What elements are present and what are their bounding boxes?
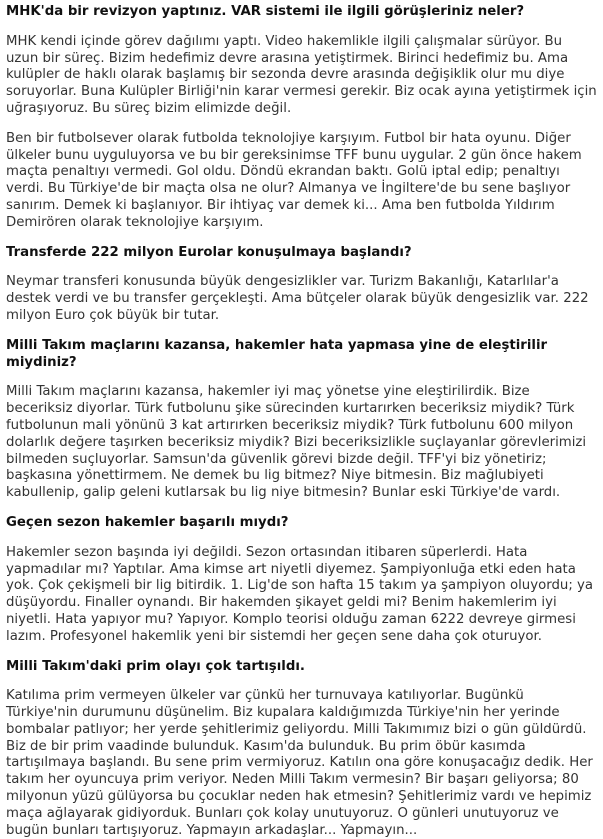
- question-heading: Transferde 222 milyon Eurolar konuşulmaya başlandı?: [6, 244, 412, 260]
- answer-paragraph: Milli Takım maçlarını kazansa, hakemler iyi maç yönetse yine eleştirilirdik. Bize beceriksiz diyorlar. Türk futbolunu şike sürecinden kurtarırken beceriksiz miydik? Türk futbolunun mali yönünü 3 kat artırırken beceriksiz miydik? Türk futbolunu 600 milyon dolarlık değere taşırken beceriksiz miydik? Bizi beceriksizlikle suçlayanlar görevlerimizi bilmeden suçluyorlar. Samsun'da güvenlik görevi bizde değil. TFF'yi biz yönetiriz; başkasına yönettirmem. Ne demek bu lig bitmez? Niye bitmesin. Biz mağlubiyeti kabullenip, galip geleni kutlarsak bu lig niye bitmesin? Bunlar eski Türkiye'de vardı.: [6, 384, 587, 501]
- question-heading: Milli Takım'daki prim olayı çok tartışıldı.: [6, 658, 305, 674]
- answer-paragraph: Neymar transferi konusunda büyük dengesizlikler var. Turizm Bakanlığı, Katarlılar'a destek verdi ve bu transfer gerçekleşti. Ama bütçeler olarak büyük dengesizlik var. 222 milyon Euro çok büyük bir tutar.: [6, 274, 589, 323]
- question-heading: MHK'da bir revizyon yaptınız. VAR sistemi ile ilgili görüşleriniz neler?: [6, 4, 525, 19]
- answer-paragraph: Hakemler sezon başında iyi değildi. Sezon ortasından itibaren süperlerdi. Hata yapmadılar mı? Yaptılar. Ama kimse art niyetli diyemez. Şampiyonluğa etki eden hata yok. Çok çekişmeli bir lig bitirdik. 1. Lig'de son hafta 15 takım ya şampiyon oluyordu; ya düşüyordu. Finaller oynandı. Bir hakemden şikayet geldi mi? Benim hakemlerim iyi niyetli. Hata yapıyor mu? Yapıyor. Komplo teorisi olduğu zaman 6222 devreye girmesi lazım. Profesyonel hakemlik yeni bir sistemdi her geçen sene daha çok oturuyor.: [6, 544, 594, 644]
- question-heading: Geçen sezon hakemler başarılı mıydı?: [6, 514, 289, 530]
- answer-paragraph: Ben bir futbolsever olarak futbolda teknolojiye karşıyım. Futbol bir hata oyunu. Diğer ülkeler bunu uyguluyorsa ve bu bir gereksinimse TFF bunu uygular. 2 gün önce hakem maçta penaltıyı vermedi. Gol oldu. Döndü ekrandan baktı. Golü iptal edip; penaltıyı verdi. Bu Türkiye'de bir maçta olsa ne olur? Almanya ve İngiltere'de bu sene başlıyor sanırım. Demek ki başlanıyor. Bir ihtiyaç var demek ki... Ama ben futbolda Yıldırım Demirören olarak teknolojiye karşıyım.: [6, 130, 582, 230]
- answer-paragraph: Katılıma prim vermeyen ülkeler var çünkü her turnuvaya katılıyorlar. Bugünkü Türkiye'nin durumunu düşünelim. Biz kupalara kaldığımızda Türkiye'nin her yerinde bombalar patlıyor; her yerde şehitlerimiz geliyordu. Milli Takımımız bizi o gün güldürdü. Biz de bir prim vaadinde bulunduk. Kasım'da bulunduk. Bu prim öbür kasımda tartışılmaya başlandı. Bu sene prim vermiyoruz. Katılın ona göre konuşacağız dedik. Her takım her oyuncuya prim veriyor. Neden Milli Takım vermesin? Bir başarı geliyorsa; 80 milyonun yüzü gülüyorsa bu çocuklar neden hak etmesin? Şehitlerimiz vardı ve hepimiz maça ağlayarak gidiyorduk. Bunları çok kolay unutuyoruz. O günleri unutuyoruz ve bugün bunları tartışıyoruz. Yapmayın arkadaşlar... Yapmayın...: [6, 688, 593, 838]
- answer-paragraph: MHK kendi içinde görev dağılımı yaptı. Video hakemlikle ilgili çalışmalar sürüyor. Bu uzun bir süreç. Bizim hedefimiz devre arasına yetiştirmek. Birinci hedefimiz bu. Ama kulüpler de haklı olarak başlamış bir sezonda devre arasında değişiklik olur mu diye soruyorlar. Buna Kulüpler Birliği'nin karar vermesi gerekir. Biz ocak ayına yetiştirmek için uğraşıyoruz. Bu süreç bizim elimizde değil.: [6, 33, 597, 116]
- question-heading: Milli Takım maçlarını kazansa, hakemler hata yapmasa yine de eleştirilir miydiniz?: [6, 337, 548, 370]
